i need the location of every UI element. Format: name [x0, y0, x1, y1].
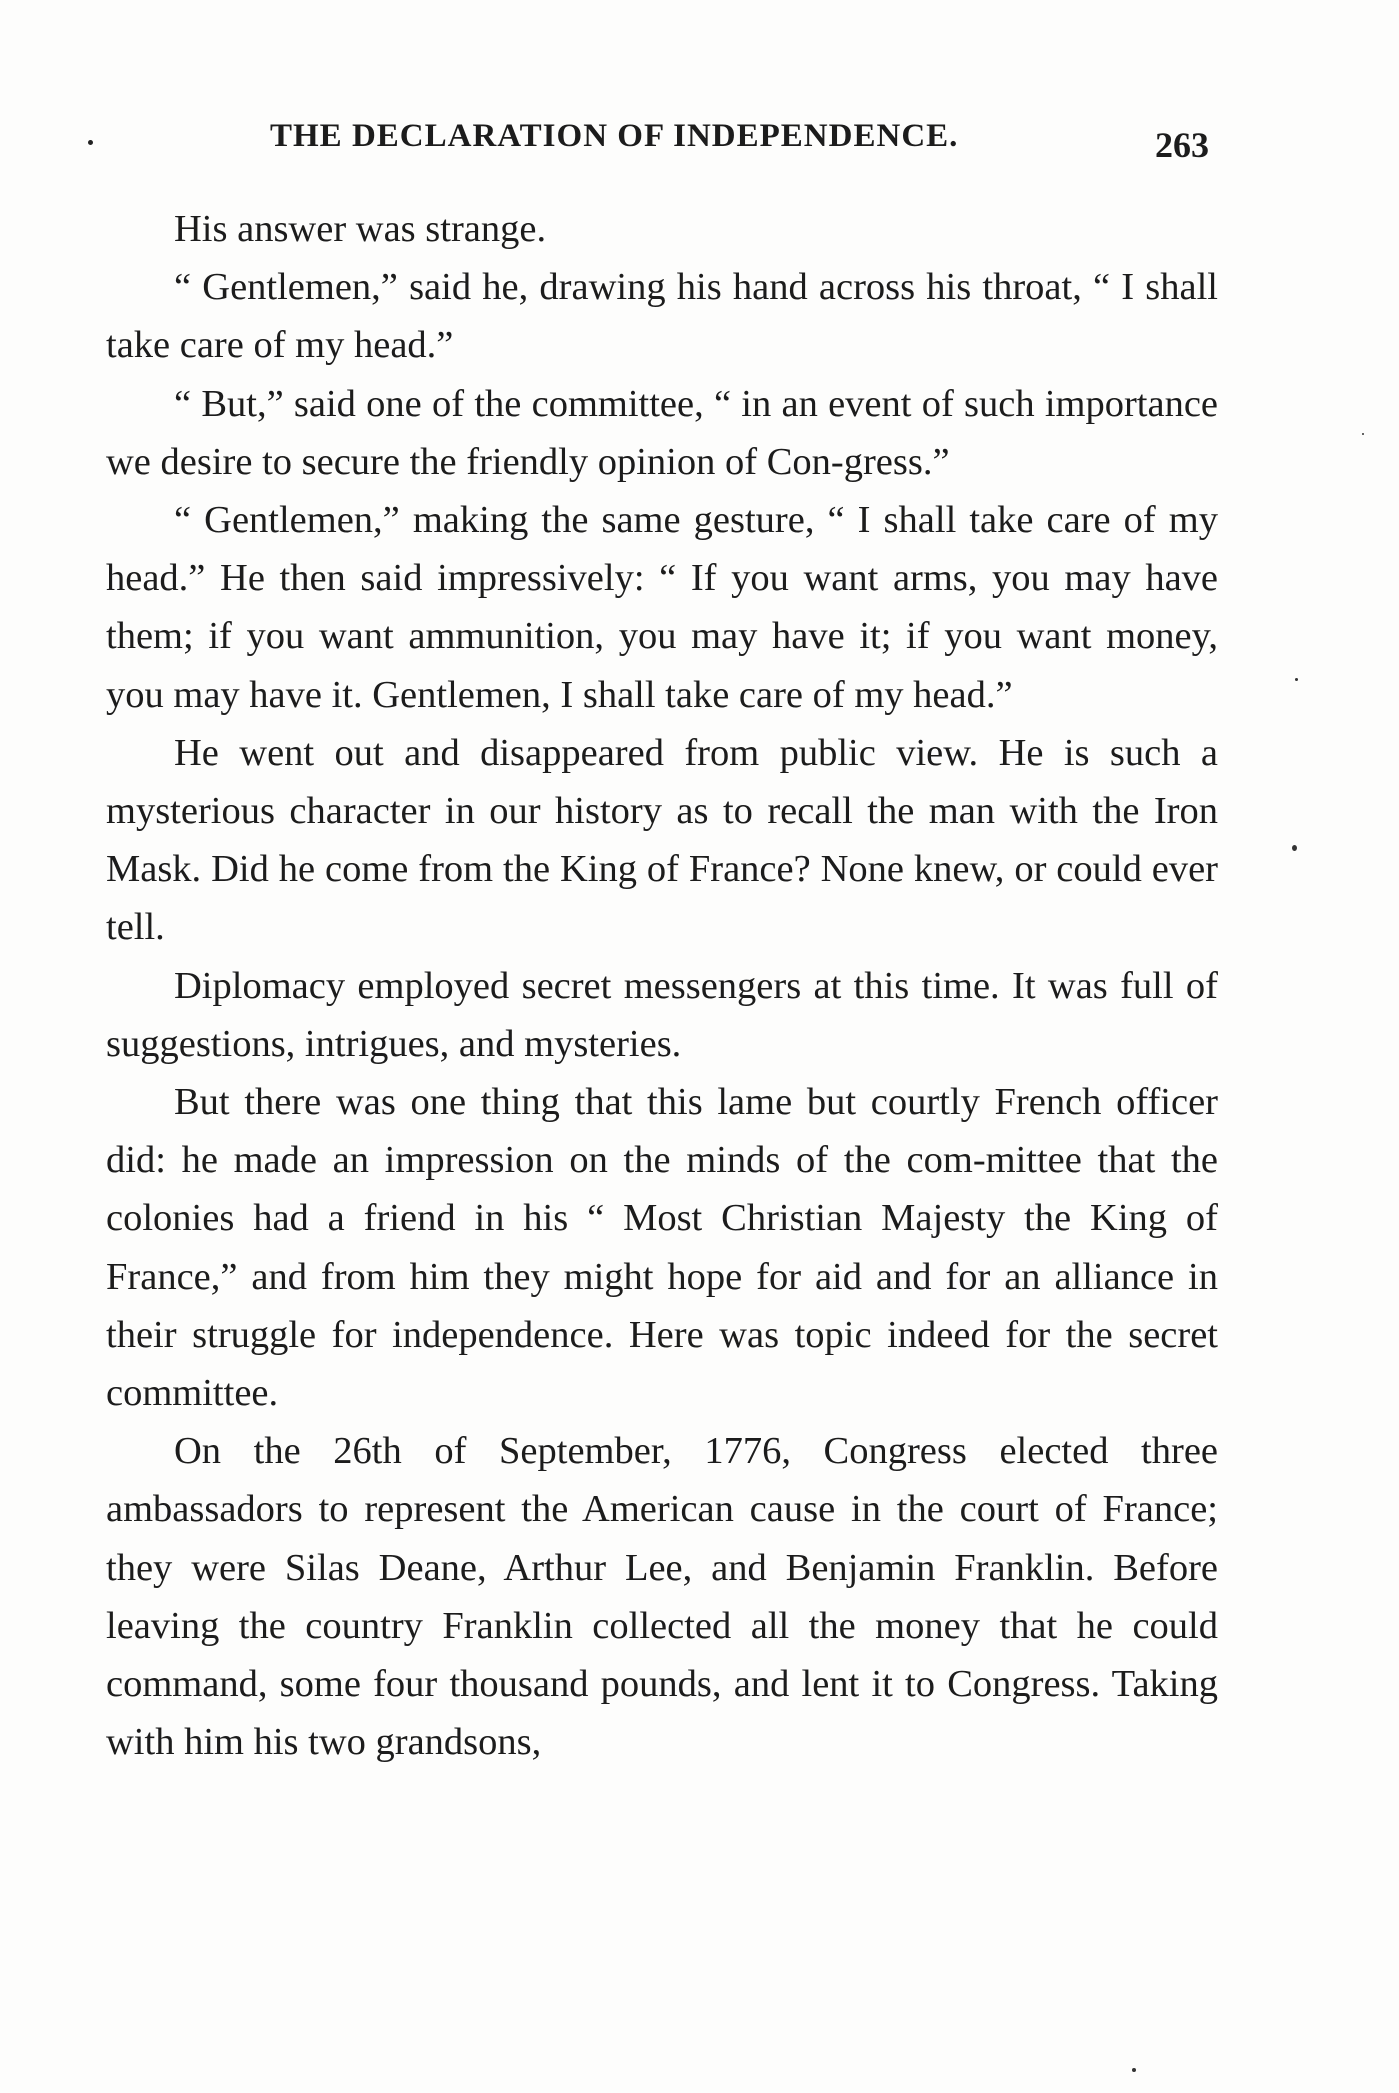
paragraph: Diplomacy employed secret messengers at this time. It was full of suggestions, intrigues, and mysteries. — [106, 964, 1218, 1065]
body-text — [106, 200, 1218, 1771]
print-speck — [1362, 433, 1364, 435]
paragraph: On the 26th of September, 1776, Congress elected three ambassadors to represent the American cause in the court of France; they were Silas Deane, Arthur Lee, and Benjamin Franklin. Before leaving the country Franklin collected all the money that he could command, some four thousand pounds, and lent it to Congress. Taking with him his two grandsons, — [106, 1430, 1218, 1764]
print-speck — [1292, 845, 1297, 851]
paragraph: But there was one thing that this lame but courtly French officer did: he made an impression on the minds of the com-mittee that the colonies had a friend in his “ Most Christian Majesty the King of France,” and from him they might hope for aid and for an alliance in their struggle for independence. Here was topic indeed for the secret committee. — [106, 1081, 1218, 1415]
paragraph: “ Gentlemen,” making the same gesture, “ I shall take care of my head.” He then said impressively: “ If you want arms, you may have them; if you want ammunition, you may have it; if you want money, you may have it. Gentlemen, I shall take care of my head.” — [106, 499, 1218, 716]
margin-dot — [88, 140, 93, 145]
paragraph: “ Gentlemen,” said he, drawing his hand across his throat, “ I shall take care of my head.” — [106, 266, 1218, 367]
running-head: THE DECLARATION OF INDEPENDENCE. — [270, 118, 959, 154]
print-speck — [1295, 678, 1298, 681]
paragraph: His answer was strange. — [174, 208, 547, 250]
paragraph: “ But,” said one of the committee, “ in an event of such importance we desire to secure the friendly opinion of Con-gress.” — [106, 382, 1218, 483]
print-speck — [1132, 2068, 1136, 2072]
paragraph: He went out and disappeared from public view. He is such a mysterious character in our history as to recall the man with the Iron Mask. Did he come from the King of France? None knew, or could ever tell. — [106, 731, 1218, 949]
page-number: 263 — [1155, 125, 1209, 165]
